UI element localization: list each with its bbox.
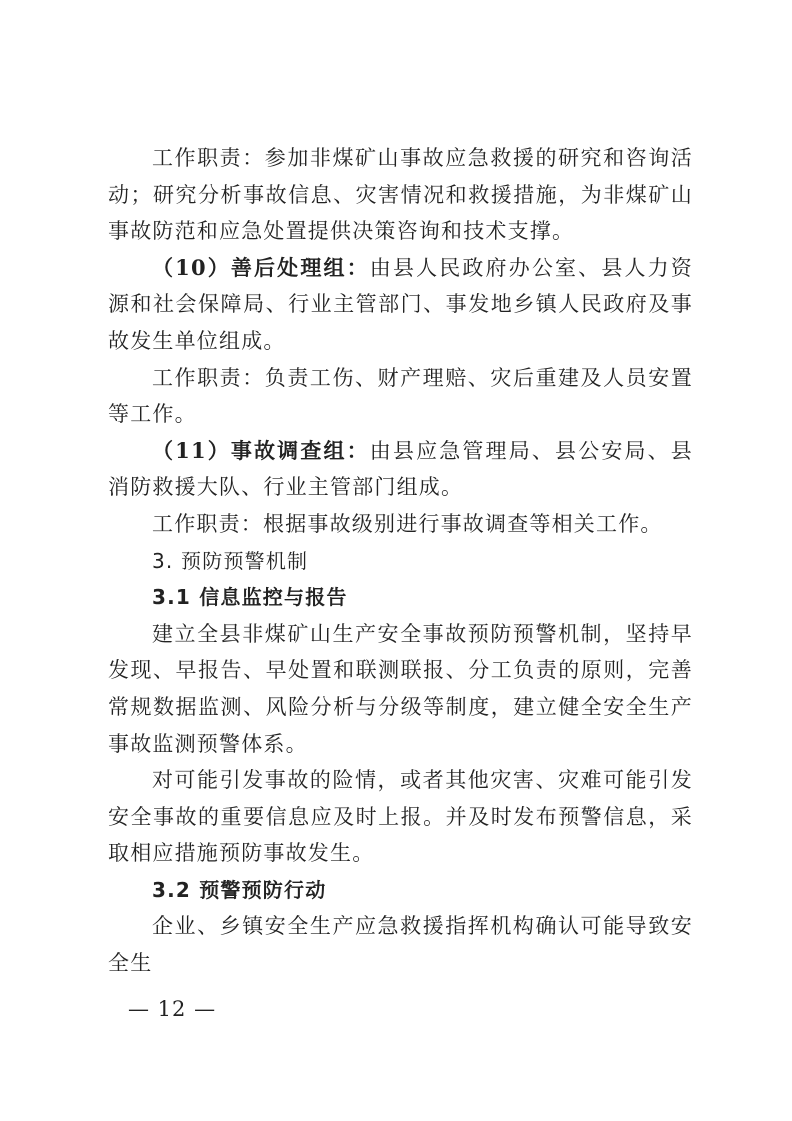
heading-monitoring-report bbox=[108, 579, 693, 616]
paragraph-text: 建立全县非煤矿山生产安全事故预防预警机制，坚持早发现、早报告、早处置和联测联报、分工负责的原则，完善常规数据监测、风险分析与分级等制度，建立健全安全生产事故监测预警体系。 bbox=[108, 621, 693, 756]
paragraph-duties-aftermath bbox=[108, 360, 693, 433]
paragraph-text: 工作职责：参加非煤矿山事故应急救援的研究和咨询活动；研究分析事故信息、灾害情况和救援措施，为非煤矿山事故防范和应急处置提供决策咨询和技术支撑。 bbox=[108, 146, 693, 244]
heading-warning-actions bbox=[108, 872, 693, 909]
document-body bbox=[108, 140, 693, 982]
paragraph-investigation-group bbox=[108, 433, 693, 506]
heading-prevention-mechanism bbox=[108, 543, 693, 580]
heading-text: 3.2 预警预防行动 bbox=[152, 877, 327, 902]
paragraph-duties-investigation bbox=[108, 506, 693, 543]
paragraph-duties-expert bbox=[108, 140, 693, 250]
paragraph-text: 工作职责：根据事故级别进行事故调查等相关工作。 bbox=[152, 511, 663, 536]
paragraph-text: 对可能引发事故的险情，或者其他灾害、灾难可能引发安全事故的重要信息应及时上报。并及时发布预警信息，采取相应措施预防事故发生。 bbox=[108, 768, 693, 866]
page-number: — 12 — bbox=[128, 997, 217, 1021]
paragraph-text: 由县应急管理局、县公安局、县消防救援大队、行业主管部门组成。 bbox=[108, 438, 693, 500]
paragraph-warning-mechanism bbox=[108, 616, 693, 762]
paragraph-command-confirmation bbox=[108, 908, 693, 981]
paragraph-text: 工作职责：负责工伤、财产理赔、灾后重建及人员安置等工作。 bbox=[108, 365, 693, 427]
paragraph-text: 由县人民政府办公室、县人力资源和社会保障局、行业主管部门、事发地乡镇人民政府及事故发生单位组成。 bbox=[108, 255, 693, 353]
heading-text: 3. 预防预警机制 bbox=[152, 548, 309, 573]
paragraph-hazard-reporting bbox=[108, 762, 693, 872]
section-label: （11）事故调查组： bbox=[152, 437, 370, 463]
paragraph-aftermath-group bbox=[108, 250, 693, 360]
heading-text: 3.1 信息监控与报告 bbox=[152, 585, 348, 610]
paragraph-text: 企业、乡镇安全生产应急救援指挥机构确认可能导致安全生 bbox=[108, 914, 693, 976]
section-label: （10）善后处理组： bbox=[152, 254, 370, 280]
